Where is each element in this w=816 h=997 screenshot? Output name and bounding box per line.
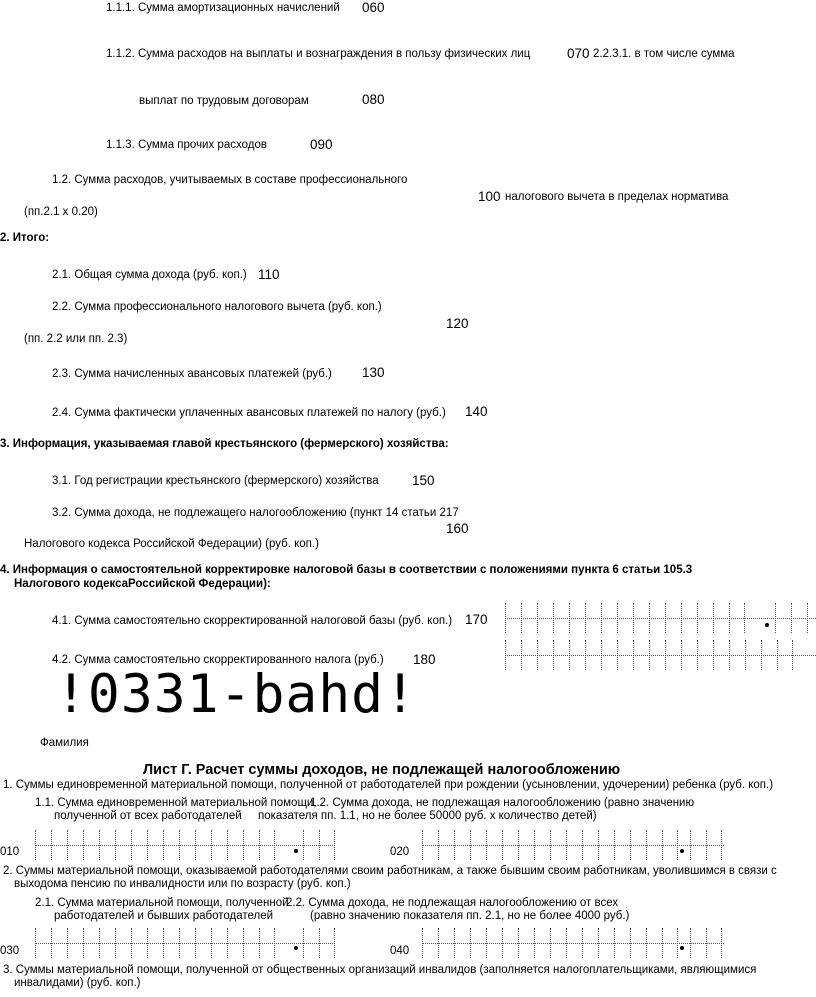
line-2-2-3-1-label: 2.2.3.1. в том числе сумма bbox=[593, 48, 735, 60]
sheet-g-p1-2a: 1.2. Сумма дохода, не подлежащая налогообложению (равно значению bbox=[310, 797, 695, 809]
line-4-2-code: 180 bbox=[413, 652, 436, 667]
line-2-1-code: 110 bbox=[258, 267, 280, 282]
decimal-point bbox=[294, 849, 298, 853]
line-3-2-label: 3.2. Сумма дохода, не подлежащего налогообложению (пункт 14 статьи 217 bbox=[52, 507, 459, 519]
line-1-1-3-code: 090 bbox=[310, 137, 333, 152]
sheet-g-p2-1b: работодателей и бывших работодателей bbox=[54, 910, 274, 922]
sheet-g-p1-1a: 1.1. Сумма единовременной материальной помощи, bbox=[35, 797, 317, 809]
line-1-1-1-code: 060 bbox=[362, 0, 385, 15]
line-1-1-2-code: 070 bbox=[567, 46, 590, 61]
line-3-1-label: 3.1. Год регистрации крестьянского (фермерского) хозяйства bbox=[52, 475, 379, 487]
code-030: 030 bbox=[0, 945, 20, 957]
sheet-g-p2a: 2. Суммы материальной помощи, оказываемой работодателями своим работникам, а также бывшим своим работникам, уволившимся в связи с bbox=[3, 865, 777, 877]
line-2-2-label: 2.2. Сумма профессионального налогового вычета (руб. коп.) bbox=[52, 301, 382, 313]
sheet-g-title: Лист Г. Расчет суммы доходов, не подлежащей налогообложению bbox=[143, 762, 621, 778]
code-010: 010 bbox=[0, 846, 20, 858]
sheet-g-p2b: выходома пенсию по инвалидности или по возрасту (руб. коп.) bbox=[14, 878, 351, 890]
line-3-2-label2: Налогового кодекса Российской Федерации) (руб. коп.) bbox=[24, 538, 319, 550]
section-4-heading: 4. Информация о самостоятельной корректировке налоговой базы в соответствии с положениями пункта 6 статьи 105.3 bbox=[0, 564, 693, 576]
line-payments-label: выплат по трудовым договорам bbox=[139, 95, 309, 107]
line-1-2-note: (пп.2.1 х 0.20) bbox=[24, 206, 98, 218]
decimal-point bbox=[765, 623, 769, 627]
line-1-2-label: 1.2. Сумма расходов, учитываемых в составе профессионального bbox=[52, 174, 408, 186]
grid-divider bbox=[505, 655, 816, 656]
sheet-g-p1-1b: полученной от всех работодателей bbox=[54, 810, 242, 822]
line-2-2-note: (пп. 2.2 или пп. 2.3) bbox=[24, 333, 128, 345]
line-1-1-3-label: 1.1.3. Сумма прочих расходов bbox=[106, 139, 267, 151]
section-3-heading: 3. Информация, указываемая главой крестьянского (фермерского) хозяйства: bbox=[0, 438, 449, 450]
decimal-point bbox=[294, 946, 298, 950]
sheet-g-p3a: 3. Суммы материальной помощи, полученной от общественных организаций инвалидов (заполняется налогоплательщиками, являющимися bbox=[3, 964, 757, 976]
grid-divider bbox=[35, 845, 335, 846]
surname-label: Фамилия bbox=[40, 737, 89, 749]
section-2-heading: 2. Итого: bbox=[0, 232, 50, 244]
decimal-point bbox=[680, 849, 684, 853]
line-4-1-label: 4.1. Сумма самостоятельно скорректированной налоговой базы (руб. коп.) bbox=[52, 615, 453, 627]
barcode-text: !0331-bahd! bbox=[55, 664, 417, 725]
line-2-2-code: 120 bbox=[446, 316, 469, 331]
line-4-1-code: 170 bbox=[465, 612, 488, 627]
grid-divider bbox=[505, 618, 816, 619]
sheet-g-p2-2a: 2.2. Сумма дохода, не подлежащая налогообложению от всех bbox=[286, 897, 619, 909]
line-payments-code: 080 bbox=[362, 92, 385, 107]
sheet-g-p2-1a: 2.1. Сумма материальной помощи, полученной bbox=[35, 897, 289, 909]
decimal-point bbox=[680, 946, 684, 950]
sheet-g-p3b: инвалидами) (руб. коп.) bbox=[14, 977, 141, 989]
code-040: 040 bbox=[390, 945, 410, 957]
line-1-1-2-label: 1.1.2. Сумма расходов на выплаты и вознаграждения в пользу физических лиц bbox=[106, 48, 531, 60]
grid-divider bbox=[422, 845, 724, 846]
section-4-heading-2: Налогового кодексаРоссийской Федерации): bbox=[14, 578, 271, 590]
line-1-2-tail: налогового вычета в пределах норматива bbox=[505, 191, 729, 203]
line-1-2-code: 100 bbox=[478, 189, 501, 204]
code-020: 020 bbox=[390, 846, 410, 858]
line-3-1-code: 150 bbox=[412, 473, 435, 488]
line-2-3-code: 130 bbox=[362, 365, 385, 380]
grid-divider bbox=[422, 943, 724, 944]
line-2-1-label: 2.1. Общая сумма дохода (руб. коп.) bbox=[52, 269, 247, 281]
grid-divider bbox=[35, 943, 335, 944]
line-1-1-1-label: 1.1.1. Сумма амортизационных начислений bbox=[106, 2, 340, 14]
sheet-g-p2-2b: (равно значению показателя пп. 2.1, но не более 4000 руб.) bbox=[310, 910, 630, 922]
line-4-2-label: 4.2. Сумма самостоятельно скорректированного налога (руб.) bbox=[52, 654, 384, 666]
line-2-4-code: 140 bbox=[465, 404, 488, 419]
line-2-4-label: 2.4. Сумма фактически уплаченных авансовых платежей по налогу (руб.) bbox=[52, 407, 446, 419]
sheet-g-p1-2b: показателя пп. 1.1, но не более 50000 руб. х количество детей) bbox=[258, 810, 597, 822]
line-2-3-label: 2.3. Сумма начисленных авансовых платежей (руб.) bbox=[52, 368, 332, 380]
line-3-2-code: 160 bbox=[446, 521, 469, 536]
sheet-g-p1: 1. Суммы единовременной материальной помощи, полученной от работодателей при рождении (усыновлении, удочерении) ребенка (руб. коп.) bbox=[3, 779, 774, 791]
